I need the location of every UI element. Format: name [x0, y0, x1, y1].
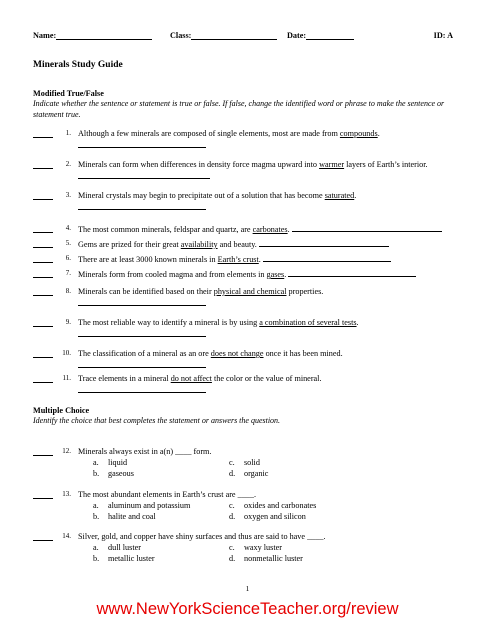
choice-letter: b.: [93, 512, 100, 521]
answer-blank[interactable]: [33, 446, 53, 456]
choice-text: dull luster: [108, 543, 141, 552]
correction-line[interactable]: [259, 238, 389, 247]
answer-blank[interactable]: [33, 489, 53, 499]
name-field: [33, 31, 56, 40]
section-instructions-true-false: Indicate whether the sentence or statement is true or false. If false, change the identified word or phrase to make the sentence or statement true.: [33, 99, 445, 119]
identified-phrase: gases: [266, 270, 285, 279]
question-text: The most common minerals, feldspar and quartz, are carbonates.: [78, 223, 473, 235]
question-text: Although a few minerals are composed of single elements, most are made from compounds.: [78, 128, 473, 151]
answer-blank[interactable]: [33, 223, 53, 233]
choice-letter: d.: [229, 469, 236, 478]
choice-letter: c.: [229, 458, 235, 467]
answer-blank[interactable]: [33, 128, 53, 138]
choice-text: gaseous: [108, 469, 134, 478]
question-number: 8.: [65, 287, 71, 295]
correction-line[interactable]: [292, 223, 442, 232]
date-label: Date:: [287, 31, 307, 40]
identified-phrase: do not affect: [170, 374, 212, 383]
question-number: 5.: [65, 239, 71, 247]
answer-blank[interactable]: [33, 373, 53, 383]
section-instructions-multiple-choice: Identify the choice that best completes the statement or answers the question.: [33, 416, 281, 425]
choice-letter: d.: [229, 554, 236, 563]
question-number: 11.: [62, 374, 71, 382]
choice-letter: c.: [229, 543, 235, 552]
class-label: Class:: [170, 31, 192, 40]
header: [33, 31, 453, 43]
question-stem: The most abundant elements in Earth’s crust are ____.: [78, 490, 257, 499]
choice-text: nonmetallic luster: [244, 554, 303, 563]
name-line[interactable]: [56, 31, 152, 40]
question-number: 12.: [62, 447, 71, 455]
answer-blank[interactable]: [33, 531, 53, 541]
answer-blank[interactable]: [33, 317, 53, 327]
section-title-multiple-choice: Multiple Choice: [33, 406, 90, 415]
question-number: 14.: [62, 532, 71, 540]
identified-phrase: saturated: [324, 191, 355, 200]
question-number: 2.: [65, 160, 71, 168]
choice-text: oxygen and silicon: [244, 512, 306, 521]
choice-letter: c.: [229, 501, 235, 510]
choice-text: halite and coal: [108, 512, 156, 521]
question-text: The most reliable way to identify a mineral is by using a combination of several tests.: [78, 317, 473, 340]
question-text: The classification of a mineral as an ore does not change once it has been mined.: [78, 348, 473, 371]
correction-line[interactable]: [78, 201, 206, 210]
question-text: There are at least 3000 known minerals in Earth’s crust.: [78, 253, 473, 265]
question-text: Gems are prized for their great availability and beauty.: [78, 238, 473, 250]
identified-phrase: a combination of several tests: [259, 318, 357, 327]
question-number: 7.: [65, 269, 71, 277]
page-number: 1: [245, 584, 250, 593]
question-number: 10.: [62, 349, 71, 357]
question-text: Trace elements in a mineral do not affect the color or the value of mineral.: [78, 373, 473, 396]
identified-phrase: physical and chemical: [213, 287, 287, 296]
choice-text: oxides and carbonates: [244, 501, 317, 510]
choice-text: aluminum and potassium: [108, 501, 191, 510]
choice-text: metallic luster: [108, 554, 155, 563]
class-line[interactable]: [191, 31, 277, 40]
date-line[interactable]: [306, 31, 354, 40]
answer-blank[interactable]: [33, 268, 53, 278]
correction-line[interactable]: [78, 297, 206, 306]
answer-blank[interactable]: [33, 253, 53, 263]
correction-line[interactable]: [263, 253, 391, 262]
page-title: Minerals Study Guide: [33, 60, 123, 70]
identified-phrase: carbonates: [252, 225, 288, 234]
identified-phrase: compounds: [339, 129, 378, 138]
question-number: 1.: [65, 129, 71, 137]
choice-text: liquid: [108, 458, 128, 467]
question-text: Mineral crystals may begin to precipitate out of a solution that has become saturated.: [78, 190, 473, 213]
choice-text: solid: [244, 458, 260, 467]
question-number: 4.: [65, 224, 71, 232]
question-text: Minerals form from cooled magma and from elements in gases.: [78, 268, 473, 280]
identified-phrase: availability: [180, 240, 218, 249]
correction-line[interactable]: [78, 359, 206, 368]
correction-line[interactable]: [78, 170, 210, 179]
date-field: [287, 31, 306, 40]
question-stem: Minerals always exist in a(n) ____ form.: [78, 447, 212, 456]
answer-blank[interactable]: [33, 348, 53, 358]
answer-blank[interactable]: [33, 190, 53, 200]
question-text: Minerals can form when differences in density force magma upward into warmer layers of Earth’s interior.: [78, 159, 473, 182]
choice-text: waxy luster: [244, 543, 282, 552]
question-number: 6.: [65, 254, 71, 262]
correction-line[interactable]: [288, 268, 416, 277]
id-label: ID: A: [433, 31, 453, 40]
identified-phrase: does not change: [210, 349, 264, 358]
section-title-true-false: Modified True/False: [33, 89, 104, 98]
answer-blank[interactable]: [33, 286, 53, 296]
answer-blank[interactable]: [33, 238, 53, 248]
footer-url[interactable]: www.NewYorkScienceTeacher.org/review: [96, 600, 399, 618]
choice-text: organic: [244, 469, 269, 478]
name-label: Name:: [33, 31, 57, 40]
identified-phrase: Earth’s crust: [217, 255, 259, 264]
correction-line[interactable]: [78, 328, 206, 337]
correction-line[interactable]: [78, 384, 206, 393]
choice-letter: a.: [93, 543, 99, 552]
answer-blank[interactable]: [33, 159, 53, 169]
choice-letter: b.: [93, 469, 100, 478]
question-text: Minerals can be identified based on their physical and chemical properties.: [78, 286, 473, 309]
choice-letter: a.: [93, 501, 99, 510]
question-number: 3.: [65, 191, 71, 199]
choice-letter: b.: [93, 554, 100, 563]
identified-phrase: warmer: [319, 160, 345, 169]
question-stem: Silver, gold, and copper have shiny surfaces and thus are said to have ____.: [78, 532, 326, 541]
choice-letter: a.: [93, 458, 99, 467]
question-number: 13.: [62, 490, 71, 498]
question-number: 9.: [65, 318, 71, 326]
correction-line[interactable]: [78, 139, 206, 148]
choice-letter: d.: [229, 512, 236, 521]
class-field: [170, 31, 191, 40]
